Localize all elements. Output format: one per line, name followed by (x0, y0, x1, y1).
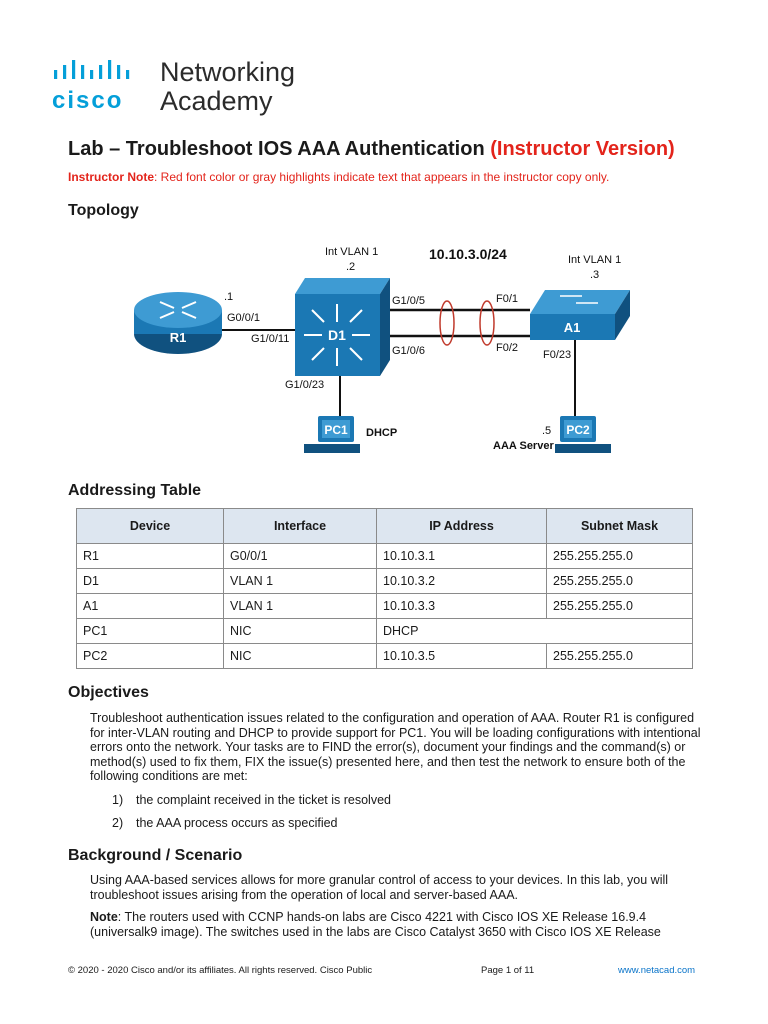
pc2-ip-label: .5 (542, 425, 552, 437)
switch-a1-icon (530, 290, 630, 340)
r1-interface-label: G0/0/1 (227, 312, 261, 324)
switch-d1-icon (295, 278, 390, 376)
pc1-dhcp-label: DHCP (366, 427, 398, 439)
title-suffix: (Instructor Version) (490, 138, 675, 160)
pc2-icon (555, 416, 611, 453)
r1-ip-label: .1 (224, 291, 234, 303)
objectives-paragraph: Troubleshoot authentication issues related to the configuration and operation of AAA. Router R1 is configured for inter-VLAN routing and DHCP to provide support for PC1. You will be loading configurations with intentional errors onto the network. Your tasks are to FIND the error(s), document your findings and the command(s) or method(s) used to fix them, FIX the issue(s) presented here, and then test the network to ensure both of the following conditions are met: (90, 711, 701, 784)
footer-copyright: © 2020 - 2020 Cisco and/or its affiliates. All rights reserved. Cisco Public (68, 965, 373, 976)
table-cell: 10.10.3.5 (377, 644, 547, 669)
table-cell: 10.10.3.1 (377, 544, 547, 569)
table-row (77, 644, 693, 669)
table-cell: 255.255.255.0 (547, 569, 693, 594)
addressing-heading: Addressing Table (68, 482, 202, 499)
table-cell: A1 (77, 594, 224, 619)
column-header: Device (77, 509, 224, 544)
list-text: the AAA process occurs as specified (136, 816, 338, 830)
cisco-wordmark: cisco (52, 87, 124, 114)
logo-line-networking: Networking (160, 57, 296, 87)
table-row (77, 544, 693, 569)
background-note (90, 910, 705, 939)
list-number: 2) (112, 816, 124, 830)
table-row (77, 594, 693, 619)
d1-r1-interface-label: G1/0/11 (251, 333, 290, 345)
table-cell: VLAN 1 (224, 569, 377, 594)
title-main: Lab – Troubleshoot IOS AAA Authentication (68, 138, 485, 160)
r1-label: R1 (169, 330, 187, 345)
instructor-note (68, 170, 609, 184)
table-cell: 10.10.3.3 (377, 594, 547, 619)
pc1-icon (304, 416, 360, 453)
d1-g23-label: G1/0/23 (285, 379, 325, 391)
router-r1-icon (134, 292, 222, 354)
table-cell: PC2 (77, 644, 224, 669)
table-cell: VLAN 1 (224, 594, 377, 619)
list-text: the complaint received in the ticket is resolved (136, 793, 391, 807)
table-cell: 255.255.255.0 (547, 644, 693, 669)
note-label: Note (90, 910, 118, 924)
page-title (68, 138, 675, 161)
pc2-aaa-label: AAA Server (493, 440, 554, 452)
footer-link[interactable]: www.netacad.com (618, 965, 696, 976)
a1-f2-label: F0/2 (496, 342, 519, 354)
table-header-row (77, 509, 693, 544)
logo-text (160, 58, 295, 116)
subnet-label: 10.10.3.0/24 (429, 246, 507, 262)
table-cell: NIC (224, 619, 377, 644)
footer-page-number: Page 1 of 11 (481, 965, 535, 976)
a1-f1-label: F0/1 (496, 293, 519, 305)
table-row (77, 619, 693, 644)
list-item (112, 816, 338, 830)
objectives-heading: Objectives (68, 684, 149, 701)
background-paragraph: Using AAA-based services allows for more granular control of access to your devices. In this lab, you will troubleshoot issues arising from the operation of local and server-based AAA. (90, 873, 669, 902)
logo-line-academy: Academy (160, 86, 273, 116)
column-header: Subnet Mask (547, 509, 693, 544)
table-cell: 255.255.255.0 (547, 594, 693, 619)
etherchannel-marker-1 (440, 301, 454, 345)
table-cell: PC1 (77, 619, 224, 644)
a1-f23-label: F0/23 (543, 349, 572, 361)
list-item (112, 793, 391, 807)
etherchannel-marker-2 (480, 301, 494, 345)
pc1-label: PC1 (324, 423, 348, 437)
pc2-label: PC2 (566, 423, 590, 437)
list-number: 1) (112, 793, 124, 807)
a1-label: A1 (563, 320, 581, 335)
table-cell: DHCP (377, 619, 693, 644)
background-heading: Background / Scenario (68, 847, 243, 864)
table-cell: 255.255.255.0 (547, 544, 693, 569)
table-cell: NIC (224, 644, 377, 669)
d1-g6-label: G1/0/6 (392, 345, 426, 357)
instructor-note-text: : Red font color or gray highlights indicate text that appears in the instructor copy only. (154, 170, 610, 184)
table-row (77, 569, 693, 594)
topology-diagram (90, 230, 650, 470)
note-text: : The routers used with CCNP hands-on labs are Cisco 4221 with Cisco IOS XE Release 16.9.4 (universalk9 image). The switches used in the labs are Cisco Catalyst 3650 with Cisco IOS XE Release (90, 910, 661, 939)
a1-ip-label: .3 (590, 269, 600, 281)
topology-heading: Topology (68, 202, 139, 219)
column-header: Interface (224, 509, 377, 544)
instructor-note-label: Instructor Note (68, 170, 155, 184)
d1-g5-label: G1/0/5 (392, 295, 426, 307)
d1-vlan-label: Int VLAN 1 (325, 246, 379, 258)
table-cell: D1 (77, 569, 224, 594)
a1-vlan-label: Int VLAN 1 (568, 254, 622, 266)
table-cell: 10.10.3.2 (377, 569, 547, 594)
column-header: IP Address (377, 509, 547, 544)
d1-label: D1 (328, 327, 346, 343)
table-cell: R1 (77, 544, 224, 569)
addressing-table (76, 508, 693, 669)
table-cell: G0/0/1 (224, 544, 377, 569)
d1-ip-label: .2 (346, 261, 356, 273)
